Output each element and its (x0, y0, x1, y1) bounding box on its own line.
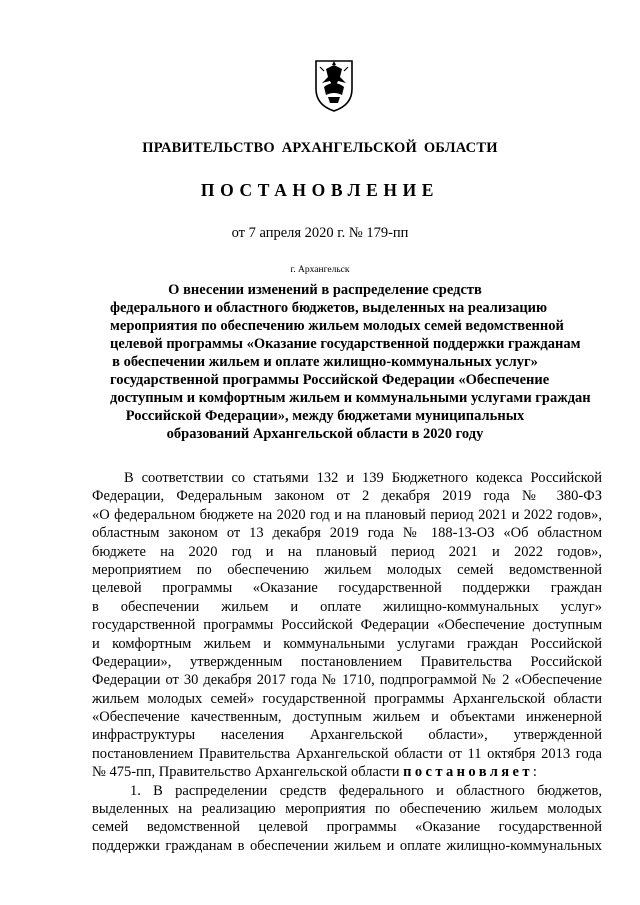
document-title (110, 281, 591, 443)
body-line: Федерации», утвержденным постановлением Правительства Российской (92, 653, 602, 670)
body-line: постановлением Правительства Архангельской области от 11 октября 2013 года (92, 745, 602, 762)
document-body (92, 469, 602, 855)
title-line: целевой программы «Оказание государственной поддержки гражданам (110, 336, 581, 352)
item-line: выделенных на реализацию мероприятия по обеспечению жильем молодых (92, 801, 602, 818)
body-line: в обеспечении жильем и оплате жилищно-коммунальных услуг» (92, 598, 602, 615)
title-line: мероприятия по обеспечению жильем молодых семей ведомственной (110, 318, 564, 334)
document-type-heading: ПОСТАНОВЛЕНИЕ (200, 180, 440, 200)
body-line: бюджете на 2020 год и на плановый период 2021 и 2022 годов», (92, 543, 602, 560)
body-line: «Обеспечение качественным, доступным жильем и объектами инженерной (92, 709, 602, 726)
body-line: Федерации, Федеральным законом от 2 декабря 2019 года № 380-ФЗ (92, 488, 602, 505)
title-line: образований Архангельской области в 2020 году (166, 426, 484, 442)
body-line: и комфортным жильем и коммунальными услугами граждан Российской (92, 635, 602, 652)
decree-verb: постановляет (403, 764, 533, 781)
item-line: поддержки гражданам в обеспечении жильем и оплате жилищно-коммунальных (92, 837, 602, 854)
title-line: доступным и комфортным жильем и коммунальными услугами граждан (110, 390, 591, 406)
decree-line-end: : (532, 764, 537, 781)
item-line: семей ведомственной целевой программы «Оказание государственной (92, 819, 602, 836)
coat-of-arms-emblem (312, 57, 356, 113)
body-line: В соответствии со статьями 132 и 139 Бюджетного кодекса Российской (124, 470, 602, 486)
body-line: «О федеральном бюджете на 2020 год и на плановый период 2021 и 2022 годов», (92, 506, 602, 523)
decree-line-text: № 475-пп, Правительство Архангельской области (92, 764, 404, 781)
body-line: целевой программы «Оказание государственной поддержки граждан (92, 580, 602, 597)
government-name: ПРАВИТЕЛЬСТВО АРХАНГЕЛЬСКОЙ ОБЛАСТИ (142, 140, 498, 156)
body-line: инфраструктуры населения Архангельской области», утвержденной (92, 727, 602, 744)
title-line: в обеспечении жильем и оплате жилищно-коммунальных услуг» (112, 354, 538, 370)
document-city: г. Архангельск (290, 265, 350, 275)
title-line: федерального и областного бюджетов, выделенных на реализацию (110, 300, 548, 316)
body-line: мероприятием по обеспечению жильем молодых семей ведомственной (92, 561, 602, 578)
item-line: 1. В распределении средств федерального и областного бюджетов, (130, 782, 602, 799)
title-line: Российской Федерации», между бюджетами муниципальных (125, 408, 525, 424)
document-date-number: от 7 апреля 2020 г. № 179-пп (231, 225, 409, 241)
title-line: государственной программы Российской Федерации «Обеспечение (110, 372, 550, 388)
title-line: О внесении изменений в распределение средств (168, 282, 482, 298)
body-line: областным законом от 13 декабря 2019 года № 188-13-ОЗ «Об областном (92, 525, 602, 542)
body-line: государственной программы Российской Федерации «Обеспечение доступным (92, 617, 602, 634)
decree-line (92, 763, 602, 781)
body-line: Федерации от 30 декабря 2017 года № 1710, подпрограммой № 2 «Обеспечение (92, 672, 602, 689)
body-line: жильем молодых семей» государственной программы Архангельской области (92, 690, 602, 707)
